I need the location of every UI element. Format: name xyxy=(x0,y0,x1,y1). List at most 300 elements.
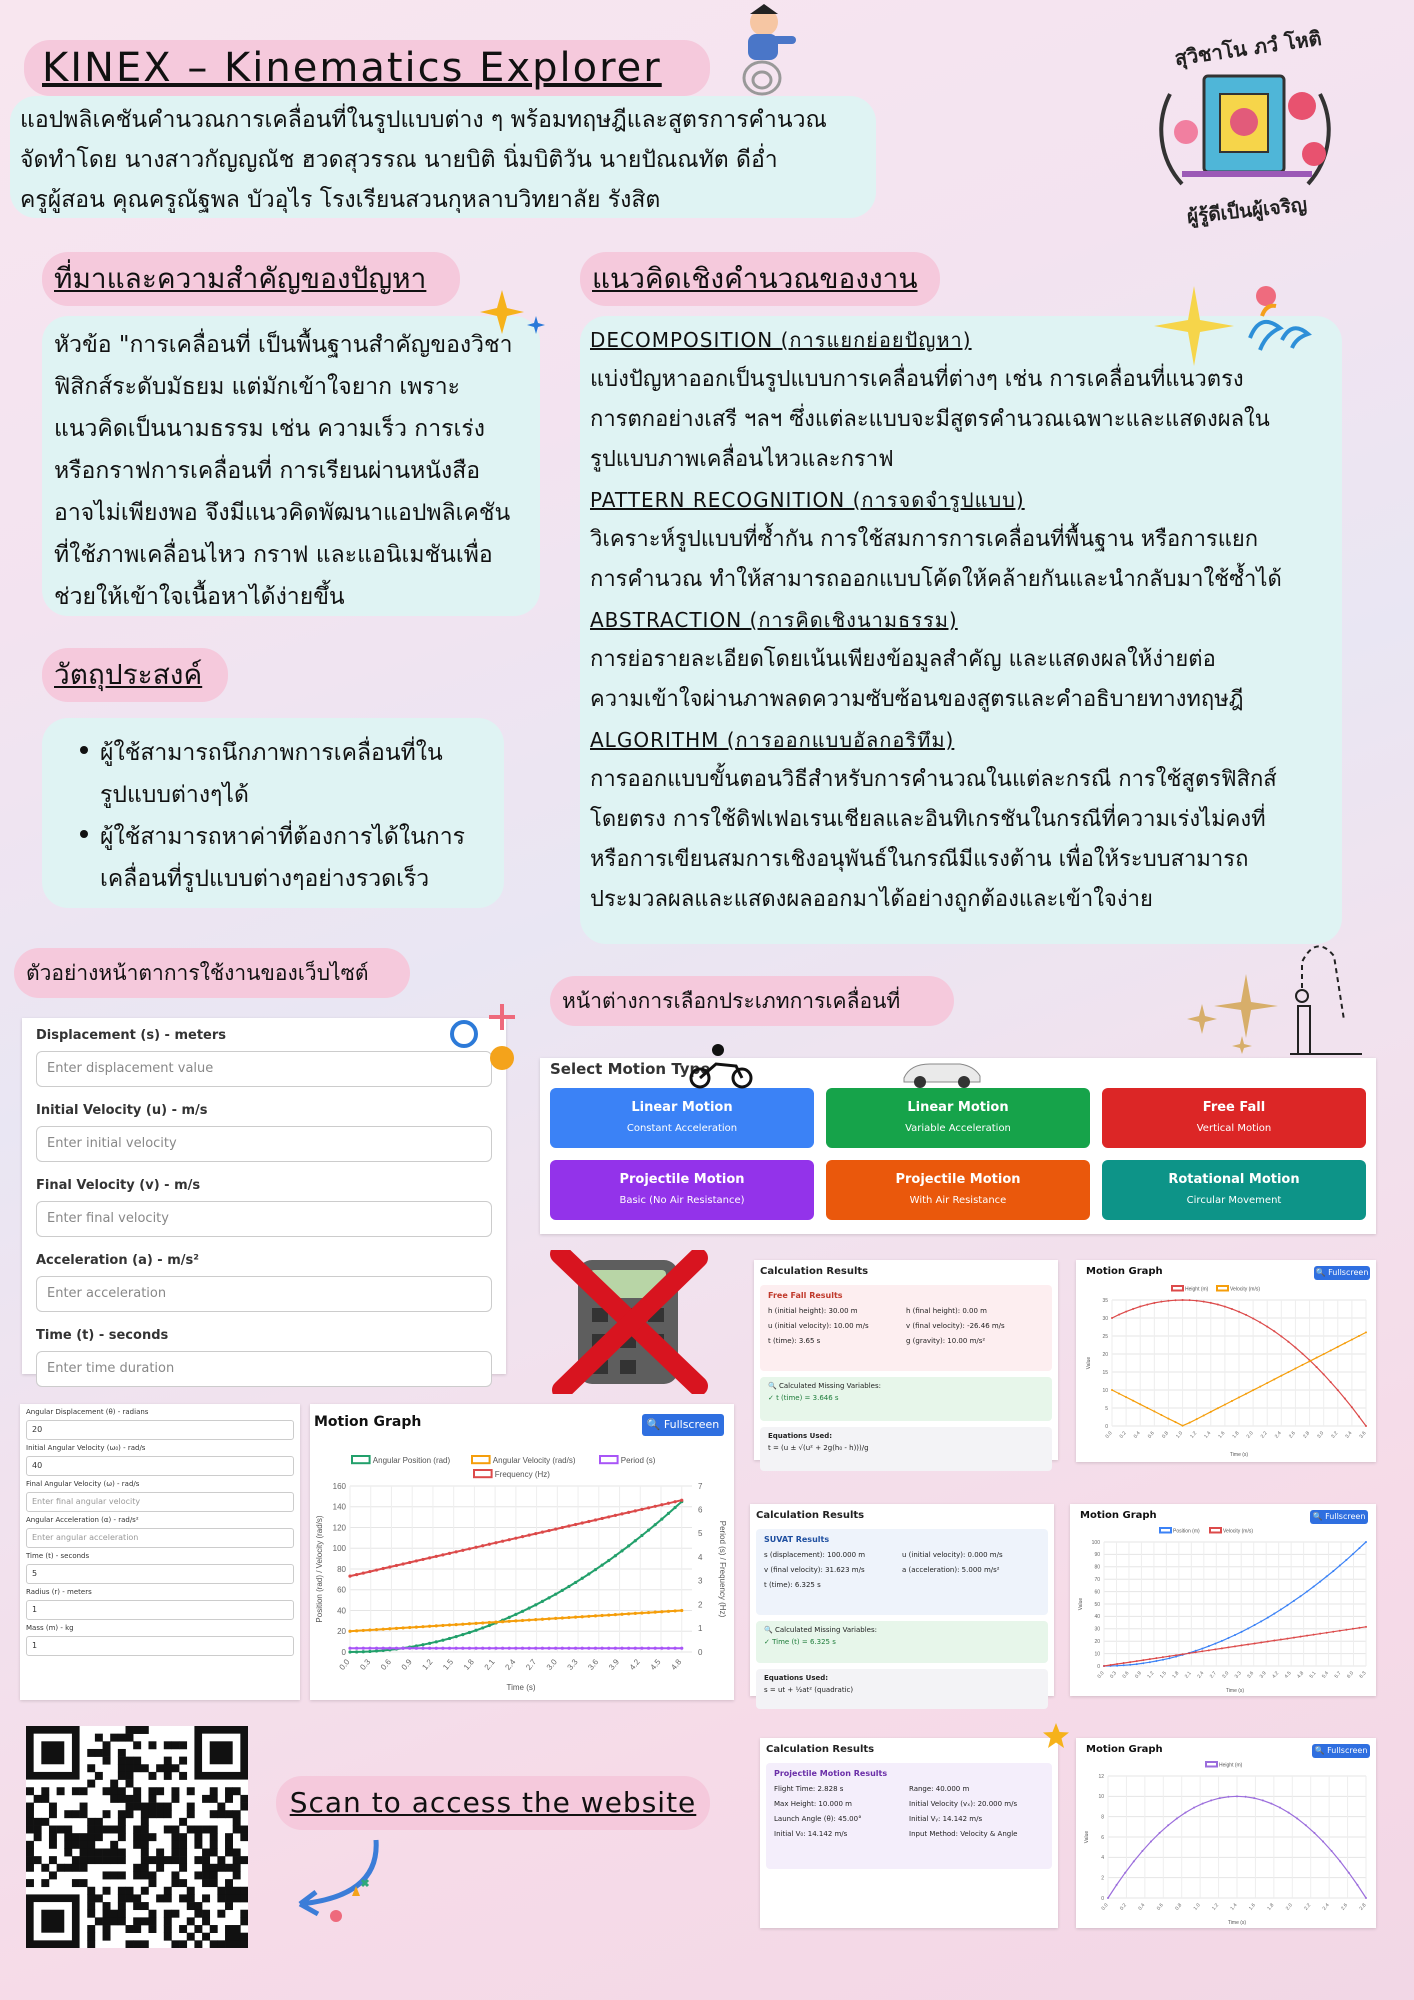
data-point xyxy=(1300,1595,1302,1597)
y-tick-label: 5 xyxy=(1105,1405,1108,1412)
x-tick-label: 2.0 xyxy=(1284,1902,1294,1912)
data-point xyxy=(1273,1378,1275,1380)
data-point xyxy=(355,1647,358,1650)
legend-swatch[interactable] xyxy=(1206,1762,1217,1767)
field-label: Time (t) - seconds xyxy=(26,1552,90,1560)
crossed-calculator-icon xyxy=(548,1250,708,1394)
field-label: Acceleration (a) - m/s² xyxy=(36,1253,199,1268)
data-point xyxy=(1286,1604,1288,1606)
motion-type-button[interactable] xyxy=(550,1088,814,1148)
result-row xyxy=(774,1815,1044,1823)
graph-title: Motion Graph xyxy=(314,1414,422,1430)
y-tick-label: 0 xyxy=(1097,1663,1100,1670)
example-label-pill xyxy=(14,948,410,998)
data-point xyxy=(654,1647,657,1650)
data-point xyxy=(1322,1841,1324,1843)
data-point xyxy=(1302,1353,1304,1355)
drop-experiment-icon xyxy=(1286,940,1366,1060)
graph-title: Motion Graph xyxy=(1086,1744,1163,1755)
motion-type-button[interactable] xyxy=(1102,1160,1366,1220)
data-point xyxy=(362,1571,365,1574)
data-point xyxy=(614,1613,617,1616)
data-point xyxy=(528,1618,531,1621)
fullscreen-button[interactable]: 🔍 Fullscreen xyxy=(1314,1266,1370,1280)
data-point xyxy=(368,1570,371,1573)
field-input[interactable]: 1 xyxy=(26,1600,294,1620)
legend-swatch[interactable] xyxy=(1210,1528,1221,1533)
legend-label: Velocity (m/s) xyxy=(1230,1286,1261,1293)
data-point xyxy=(1146,1304,1148,1306)
data-point xyxy=(1238,1311,1240,1313)
data-point xyxy=(627,1612,630,1615)
y-tick-label: 80 xyxy=(1094,1564,1100,1571)
x-tick-label: 5.7 xyxy=(1333,1670,1343,1680)
data-point xyxy=(1124,1872,1126,1874)
motion-type-button[interactable] xyxy=(826,1160,1090,1220)
data-point xyxy=(667,1512,670,1515)
result-cell: h (final height): 0.00 m xyxy=(906,1307,987,1315)
data-point xyxy=(1365,1897,1367,1899)
x-tick-label: 3.4 xyxy=(1344,1430,1354,1440)
concept-line: ประมวลผลและแสดงผลออกมาได้อย่างถูกต้องและเข้าใจง่าย xyxy=(590,887,1153,912)
rot-form-screenshot xyxy=(20,1404,300,1700)
y-tick-label: 8 xyxy=(1101,1814,1104,1821)
x-tick-label: 2.1 xyxy=(482,1657,497,1672)
data-point xyxy=(1160,1414,1162,1416)
x-tick-label: 0.6 xyxy=(1146,1430,1156,1440)
data-point xyxy=(1203,1301,1205,1303)
x-tick-label: 0.0 xyxy=(1096,1670,1106,1680)
field-input[interactable]: Enter initial velocity xyxy=(36,1126,492,1162)
data-point xyxy=(441,1553,444,1556)
data-point xyxy=(654,1505,657,1508)
data-point xyxy=(1339,1565,1341,1567)
field-input[interactable]: 1 xyxy=(26,1636,294,1656)
app-title-pill xyxy=(24,40,710,96)
data-point xyxy=(1231,1400,1233,1402)
motion-type-button[interactable] xyxy=(1102,1088,1366,1148)
motion-type-button[interactable] xyxy=(550,1160,814,1220)
field-input[interactable]: Enter displacement value xyxy=(36,1051,492,1087)
data-point xyxy=(561,1526,564,1529)
data-point xyxy=(362,1650,365,1653)
data-point xyxy=(601,1647,604,1650)
data-point xyxy=(455,1647,458,1650)
x-tick-label: 0.6 xyxy=(1155,1902,1165,1912)
x-tick-label: 2.8 xyxy=(1302,1430,1312,1440)
y-tick-label: 12 xyxy=(1098,1773,1104,1780)
data-point xyxy=(1110,1664,1112,1666)
data-point xyxy=(567,1616,570,1619)
field-input[interactable]: Enter acceleration xyxy=(36,1276,492,1312)
data-point xyxy=(494,1621,497,1624)
data-point xyxy=(521,1610,524,1613)
x-tick-label: 2.4 xyxy=(1321,1902,1331,1912)
data-point xyxy=(640,1611,643,1614)
y2-tick-label: 6 xyxy=(698,1505,703,1515)
x-tick-label: 2.4 xyxy=(1273,1430,1283,1440)
background-card xyxy=(42,316,540,616)
motion-type-sub: Basic (No Air Resistance) xyxy=(619,1195,745,1206)
data-point xyxy=(368,1647,371,1650)
data-point xyxy=(1175,1299,1177,1301)
rotation-graph-screenshot xyxy=(310,1404,734,1700)
objectives-heading: วัตถุประสงค์ xyxy=(54,658,203,691)
x-tick-label: 1.6 xyxy=(1247,1902,1257,1912)
x-tick-label: 3.6 xyxy=(586,1657,601,1672)
fullscreen-button[interactable]: 🔍 Fullscreen xyxy=(1312,1744,1370,1758)
x-tick-label: 0.0 xyxy=(337,1657,352,1672)
result-cell: Max Height: 10.000 m xyxy=(774,1800,852,1808)
motion-select-label: หน้าต่างการเลือกประเภทการเคลื่อนที่ xyxy=(562,989,901,1013)
field-input[interactable]: Enter angular acceleration xyxy=(26,1528,294,1548)
x-tick-label: 0.2 xyxy=(1118,1430,1128,1440)
data-point xyxy=(1260,1620,1262,1622)
data-point xyxy=(1254,1624,1256,1626)
fullscreen-button[interactable]: 🔍 Fullscreen xyxy=(1310,1510,1368,1524)
header-line-2: จัดทำโดย นางสาวกัญญณัช ฮวดสุวรรณ นายบิติ นิ่มบิติวัน นายปัณณทัต ดีอ่ำ xyxy=(20,147,778,173)
y-tick-label: 50 xyxy=(1094,1601,1100,1608)
data-point xyxy=(1252,1317,1254,1319)
objective-item: ผู้ใช้สามารถหาค่าที่ต้องการได้ในการ เคลื่อนที่รูปแบบต่างๆอย่างรวดเร็ว xyxy=(52,816,494,900)
rot-form-field xyxy=(26,1480,294,1512)
data-point xyxy=(1270,1803,1272,1805)
data-point xyxy=(1344,1398,1346,1400)
data-point xyxy=(601,1564,604,1567)
data-point xyxy=(481,1621,484,1624)
motion-type-sub: With Air Resistance xyxy=(909,1195,1007,1206)
data-point xyxy=(1252,1389,1254,1391)
data-point xyxy=(660,1517,663,1520)
form-field xyxy=(36,1328,492,1387)
legend-label: Velocity (m/s) xyxy=(1223,1528,1254,1535)
y-tick-label: 40 xyxy=(337,1606,346,1616)
y-tick-label: 140 xyxy=(332,1502,346,1512)
data-point xyxy=(1356,1884,1358,1886)
data-point xyxy=(408,1561,411,1564)
field-input[interactable]: Enter time duration xyxy=(36,1351,492,1387)
data-point xyxy=(1267,1641,1269,1643)
data-point xyxy=(514,1537,517,1540)
data-point xyxy=(401,1626,404,1629)
suvat-title: SUVAT Results xyxy=(764,1535,830,1544)
y-axis-label: Value xyxy=(1084,1830,1090,1844)
legend-swatch[interactable] xyxy=(474,1470,492,1477)
y-tick-label: 160 xyxy=(332,1481,346,1491)
motion-type-button[interactable] xyxy=(826,1088,1090,1148)
header-line-3: ครูผู้สอน คุณครูณัฐพล บัวอุไร โรงเรียนสวนกุหลาบวิทยาลัย รังสิต xyxy=(20,187,661,213)
data-point xyxy=(521,1647,524,1650)
data-point xyxy=(1125,1396,1127,1398)
data-point xyxy=(1153,1302,1155,1304)
legend-label: Angular Velocity (rad/s) xyxy=(492,1455,576,1465)
data-point xyxy=(1273,1613,1275,1615)
x-tick-label: 3.6 xyxy=(1358,1430,1368,1440)
motion-type-sub: Vertical Motion xyxy=(1196,1123,1272,1134)
data-point xyxy=(587,1647,590,1650)
data-point xyxy=(627,1544,630,1547)
x-tick-label: 0.6 xyxy=(1121,1670,1131,1680)
data-point xyxy=(1189,1299,1191,1301)
data-point xyxy=(674,1647,677,1650)
y-tick-label: 30 xyxy=(1102,1315,1108,1322)
data-point xyxy=(1116,1663,1118,1665)
data-point xyxy=(541,1600,544,1603)
data-point xyxy=(547,1647,550,1650)
data-point xyxy=(1358,1547,1360,1549)
concept-line: วิเคราะห์รูปแบบที่ซ้ำกัน การใช้สมการการเคลื่อนที่พื้นฐาน หรือการแยก xyxy=(590,527,1259,552)
data-point xyxy=(1141,1850,1143,1852)
data-point xyxy=(1153,1410,1155,1412)
linear-graph-screenshot xyxy=(1070,1504,1376,1696)
concept-line: รูปแบบภาพเคลื่อนไหวและกราฟ xyxy=(590,447,894,472)
data-point xyxy=(574,1647,577,1650)
data-point xyxy=(1196,1300,1198,1302)
data-point xyxy=(614,1514,617,1517)
data-point xyxy=(541,1531,544,1534)
data-point xyxy=(435,1624,438,1627)
motion-select-label-pill xyxy=(550,976,954,1026)
x-tick-label: 4.8 xyxy=(669,1657,684,1672)
y-tick-label: 20 xyxy=(1094,1638,1100,1645)
legend-swatch[interactable] xyxy=(352,1456,370,1463)
rot-form-field xyxy=(26,1444,294,1476)
data-point xyxy=(375,1568,378,1571)
data-point xyxy=(1210,1799,1212,1801)
data-point xyxy=(607,1515,610,1518)
data-point xyxy=(1245,1314,1247,1316)
y2-tick-label: 1 xyxy=(698,1624,703,1634)
data-point xyxy=(368,1650,371,1653)
data-point xyxy=(634,1612,637,1615)
x-tick-label: 4.5 xyxy=(648,1657,663,1672)
data-point xyxy=(620,1512,623,1515)
legend-swatch[interactable] xyxy=(1217,1286,1228,1291)
data-point xyxy=(1111,1317,1113,1319)
data-point xyxy=(1316,1357,1318,1359)
x-tick-label: 2.7 xyxy=(524,1657,539,1672)
data-point xyxy=(1279,1807,1281,1809)
x-tick-label: 1.8 xyxy=(1171,1670,1181,1680)
legend-label: Height (m) xyxy=(1185,1286,1209,1293)
x-tick-label: 0.4 xyxy=(1137,1902,1147,1912)
suvat-missing-box: 🔍 Calculated Missing Variables: ✓ Time (t) = 6.325 s xyxy=(756,1621,1048,1663)
data-point xyxy=(448,1647,451,1650)
data-point xyxy=(1193,1807,1195,1809)
y-tick-label: 35 xyxy=(1102,1297,1108,1304)
x-tick-label: 3.6 xyxy=(1246,1670,1256,1680)
motion-type-label: Rotational Motion xyxy=(1168,1172,1300,1187)
data-point xyxy=(1365,1425,1367,1427)
data-point xyxy=(1136,1660,1138,1662)
x-tick-label: 3.0 xyxy=(544,1657,559,1672)
qr-code[interactable] xyxy=(26,1726,248,1948)
data-point xyxy=(395,1647,398,1650)
data-point xyxy=(534,1647,537,1650)
data-point xyxy=(501,1647,504,1650)
data-point xyxy=(1162,1659,1164,1661)
data-point xyxy=(382,1647,385,1650)
data-point xyxy=(1136,1663,1138,1665)
data-point xyxy=(1254,1642,1256,1644)
legend-swatch[interactable] xyxy=(472,1456,490,1463)
data-point xyxy=(428,1556,431,1559)
data-point xyxy=(1176,1817,1178,1819)
data-point xyxy=(348,1575,351,1578)
star-icon xyxy=(1042,1722,1070,1750)
x-tick-label: 3.9 xyxy=(1258,1670,1268,1680)
y-tick-label: 40 xyxy=(1094,1614,1100,1621)
data-point xyxy=(468,1631,471,1634)
data-point xyxy=(1224,1306,1226,1308)
field-input[interactable]: 20 xyxy=(26,1420,294,1440)
suvat-box xyxy=(756,1529,1048,1615)
data-point xyxy=(667,1502,670,1505)
concept-section-title: PATTERN RECOGNITION (การจดจำรูปแบบ) xyxy=(590,488,1025,512)
field-label: Final Velocity (v) - m/s xyxy=(36,1178,201,1193)
data-point xyxy=(362,1647,365,1650)
y2-tick-label: 0 xyxy=(698,1647,703,1657)
x-tick-label: 2.2 xyxy=(1303,1902,1313,1912)
data-point xyxy=(1348,1872,1350,1874)
field-label: Time (t) - seconds xyxy=(36,1328,169,1343)
example-label: ตัวอย่างหน้าตาการใช้งานของเว็บไซต์ xyxy=(26,961,369,985)
calc-results-title: Calculation Results xyxy=(756,1510,865,1521)
legend-swatch[interactable] xyxy=(1160,1528,1171,1533)
data-point xyxy=(395,1564,398,1567)
data-point xyxy=(607,1559,610,1562)
x-tick-label: 2.6 xyxy=(1340,1902,1350,1912)
field-input[interactable]: 5 xyxy=(26,1564,294,1584)
y-tick-label: 20 xyxy=(1102,1351,1108,1358)
scan-label-pill xyxy=(276,1776,710,1830)
result-cell: t (time): 3.65 s xyxy=(768,1337,821,1345)
data-point xyxy=(627,1511,630,1514)
data-point xyxy=(1129,1661,1131,1663)
rotation-chart xyxy=(310,1404,734,1700)
data-point xyxy=(1201,1648,1203,1650)
freefall-title: Free Fall Results xyxy=(768,1291,843,1300)
data-point xyxy=(1287,1371,1289,1373)
data-point xyxy=(514,1619,517,1622)
y2-tick-label: 5 xyxy=(698,1529,703,1539)
y2-tick-label: 4 xyxy=(698,1552,703,1562)
data-point xyxy=(1326,1632,1328,1634)
x-tick-label: 2.8 xyxy=(1358,1902,1368,1912)
field-input[interactable]: Enter final angular velocity xyxy=(26,1492,294,1512)
data-point xyxy=(448,1637,451,1640)
data-point xyxy=(647,1529,650,1532)
result-cell: v (final velocity): -26.46 m/s xyxy=(906,1322,1005,1330)
data-point xyxy=(1227,1646,1229,1648)
data-point xyxy=(1125,1311,1127,1313)
data-point xyxy=(567,1585,570,1588)
x-tick-label: 2.4 xyxy=(503,1657,518,1672)
form-screenshot xyxy=(22,1018,506,1374)
data-point xyxy=(1358,1335,1360,1337)
calc-results-title: Calculation Results xyxy=(760,1266,869,1277)
field-input[interactable]: Enter final velocity xyxy=(36,1201,492,1237)
data-point xyxy=(501,1620,504,1623)
data-point xyxy=(547,1529,550,1532)
data-point xyxy=(421,1625,424,1628)
data-point xyxy=(395,1627,398,1630)
data-point xyxy=(554,1527,557,1530)
freefall-eq-box: Equations Used: t = (u ± √(u² + 2g(h₀ - h)))/g xyxy=(760,1427,1052,1471)
data-point xyxy=(1294,1347,1296,1349)
data-point xyxy=(547,1617,550,1620)
legend-swatch[interactable] xyxy=(600,1456,618,1463)
legend-label: Position (m) xyxy=(1173,1528,1200,1535)
y-tick-label: 30 xyxy=(1094,1626,1100,1633)
result-cell: Flight Time: 2.828 s xyxy=(774,1785,844,1793)
concept-section-title: ABSTRACTION (การคิดเชิงนามธรรม) xyxy=(590,608,958,632)
rot-form-field xyxy=(26,1624,294,1656)
concept-line: ความเข้าใจผ่านภาพลดความซับซ้อนของสูตรและคำอธิบายทางทฤษฎี xyxy=(590,687,1244,712)
data-point xyxy=(508,1538,511,1541)
data-point xyxy=(674,1609,677,1612)
data-point xyxy=(1227,1796,1229,1798)
y-tick-label: 90 xyxy=(1094,1552,1100,1559)
y-tick-label: 0 xyxy=(1105,1423,1108,1430)
field-label: Angular Displacement (θ) - radians xyxy=(26,1408,149,1416)
data-point xyxy=(1365,1626,1367,1628)
x-tick-label: 2.4 xyxy=(1196,1670,1206,1680)
x-tick-label: 5.4 xyxy=(1321,1670,1331,1680)
motion-type-sub: Variable Acceleration xyxy=(905,1123,1011,1134)
x-tick-label: 0.8 xyxy=(1160,1430,1170,1440)
data-point xyxy=(534,1618,537,1621)
data-point xyxy=(368,1628,371,1631)
data-point xyxy=(1326,1575,1328,1577)
objectives-card xyxy=(42,718,504,908)
freefall-graph-screenshot xyxy=(1076,1260,1376,1462)
data-point xyxy=(428,1647,431,1650)
data-point xyxy=(1231,1308,1233,1310)
y-tick-label: 60 xyxy=(337,1585,346,1595)
data-point xyxy=(1306,1635,1308,1637)
background-line: ฟิสิกส์ระดับมัธยม แต่มักเข้าใจยาก เพราะ xyxy=(54,374,461,400)
data-point xyxy=(528,1647,531,1650)
data-point xyxy=(1208,1649,1210,1651)
data-point xyxy=(1339,1860,1341,1862)
result-cell: a (acceleration): 5.000 m/s² xyxy=(902,1566,1000,1574)
data-point xyxy=(541,1647,544,1650)
data-point xyxy=(574,1616,577,1619)
data-point xyxy=(1162,1656,1164,1658)
legend-swatch[interactable] xyxy=(1172,1286,1183,1291)
result-cell: h (initial height): 30.00 m xyxy=(768,1307,858,1315)
form-field xyxy=(36,1028,492,1087)
background-heading-pill xyxy=(42,252,460,306)
data-point xyxy=(1300,1636,1302,1638)
data-point xyxy=(435,1555,438,1558)
field-input[interactable]: 40 xyxy=(26,1456,294,1476)
data-point xyxy=(1351,1406,1353,1408)
data-point xyxy=(1160,1301,1162,1303)
data-point xyxy=(514,1647,517,1650)
seal-motto-top: สุวิชาโน ภวํ โหติ xyxy=(1173,25,1323,71)
fullscreen-button[interactable]: 🔍 Fullscreen xyxy=(642,1414,724,1436)
data-point xyxy=(382,1628,385,1631)
data-point xyxy=(1351,1339,1353,1341)
data-point xyxy=(1319,1633,1321,1635)
y2-axis-label: Period (s) / Frequency (Hz) xyxy=(718,1520,727,1618)
data-point xyxy=(1149,1658,1151,1660)
data-point xyxy=(581,1521,584,1524)
data-point xyxy=(355,1573,358,1576)
data-point xyxy=(667,1647,670,1650)
